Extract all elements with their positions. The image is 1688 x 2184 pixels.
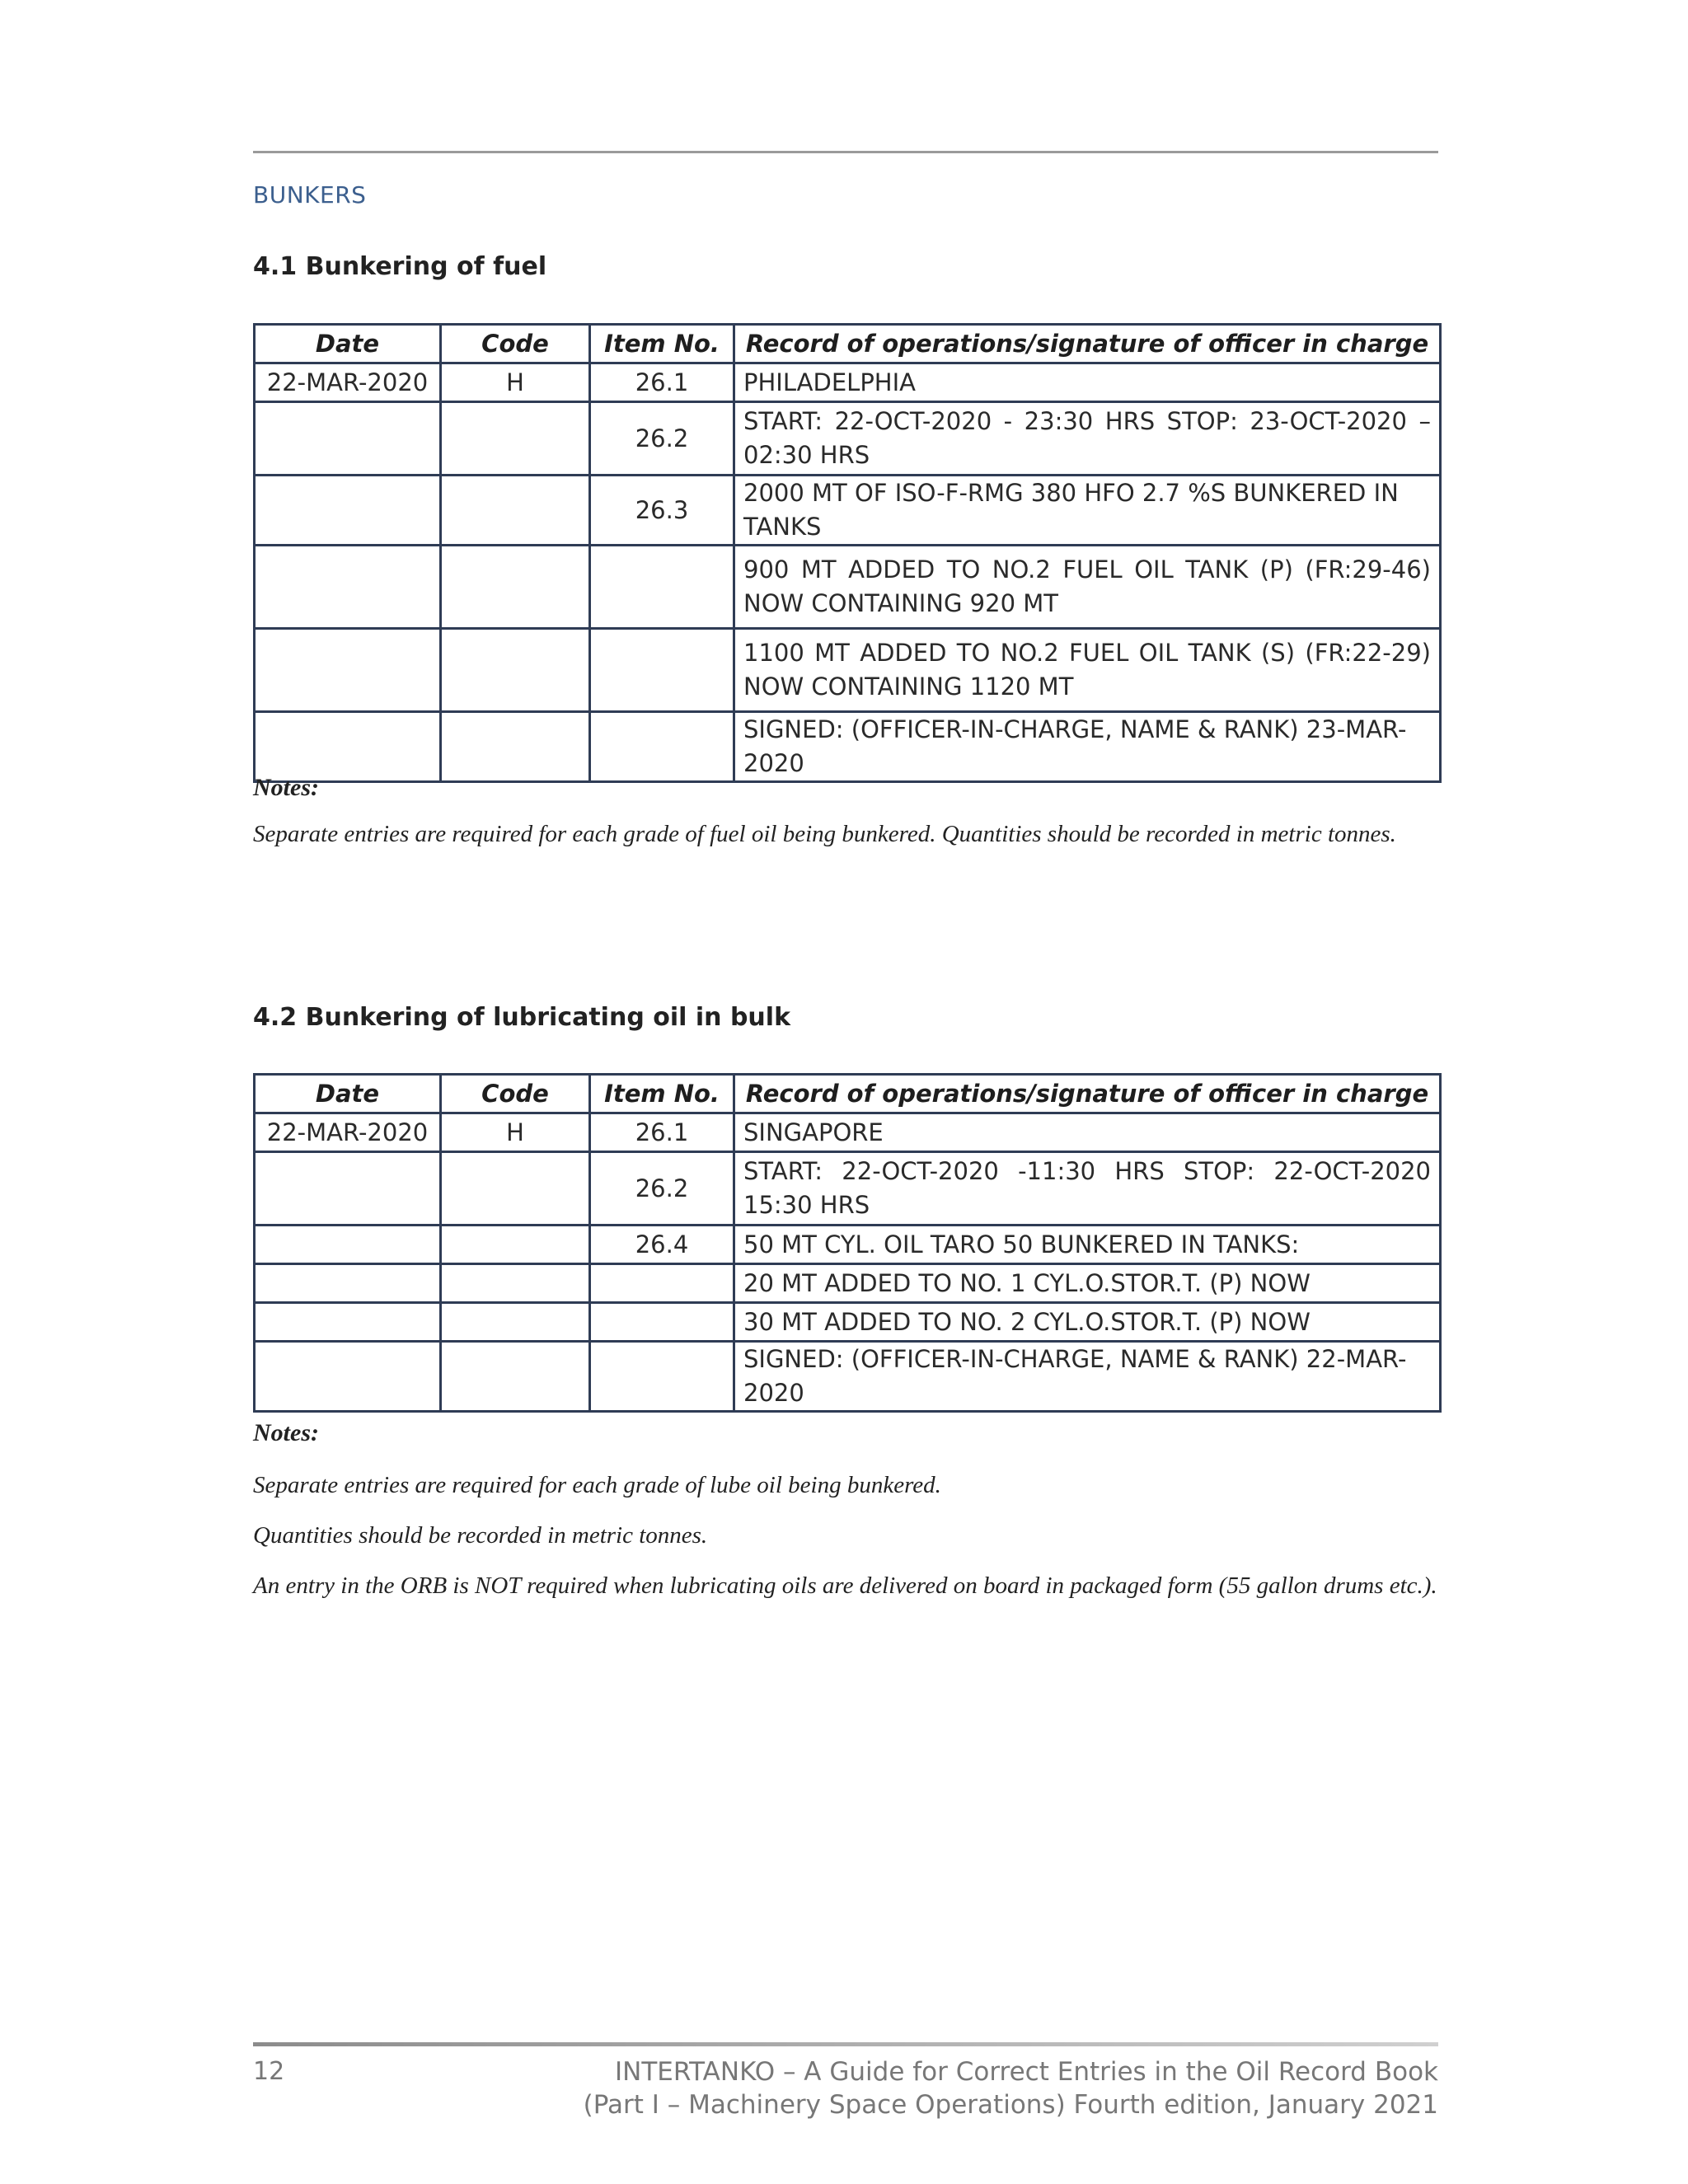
cell-date [255,629,441,712]
cell-date [255,712,441,782]
footer-line-2: (Part I – Machinery Space Operations) Fourth edition, January 2021 [583,2090,1438,2120]
cell-code [441,402,590,476]
table-row [255,476,1441,546]
column-header-date: Date [255,1075,441,1113]
cell-code [441,1226,590,1264]
cell-code [441,629,590,712]
cell-record: SIGNED: (OFFICER-IN-CHARGE, NAME & RANK) 23-MAR-2020 [734,712,1441,782]
cell-record: START: 22-OCT-2020 - 23:30 HRS STOP: 23-OCT-2020 – 02:30 HRS [734,402,1441,476]
cell-record: START: 22-OCT-2020 -11:30 HRS STOP: 22-OCT-2020 15:30 HRS [734,1152,1441,1226]
cell-date: 22-MAR-2020 [255,1113,441,1152]
cell-record: 30 MT ADDED TO NO. 2 CYL.O.STOR.T. (P) NOW [734,1303,1441,1342]
cell-item-no [590,629,734,712]
table-header-row [255,325,1441,363]
cell-record: PHILADELPHIA [734,363,1441,402]
cell-code: H [441,363,590,402]
table-row [255,1113,1441,1152]
cell-record: 1100 MT ADDED TO NO.2 FUEL OIL TANK (S) (FR:22-29) NOW CONTAINING 1120 MT [734,629,1441,712]
cell-date [255,546,441,629]
cell-record: SIGNED: (OFFICER-IN-CHARGE, NAME & RANK) 22-MAR-2020 [734,1342,1441,1412]
cell-date [255,1264,441,1303]
cell-item-no [590,1303,734,1342]
section-heading-fuel: 4.1 Bunkering of fuel [253,252,547,281]
section-label: BUNKERS [253,181,367,209]
footer-rule [253,2042,1438,2046]
section-heading-lube: 4.2 Bunkering of lubricating oil in bulk [253,1003,791,1032]
column-header-item-no: Item No. [590,1075,734,1113]
cell-date [255,1152,441,1226]
note-text: Separate entries are required for each grade of lube oil being bunkered. [253,1472,941,1498]
table-row [255,712,1441,782]
column-header-record: Record of operations/signature of officer in charge [734,325,1441,363]
table-row [255,363,1441,402]
cell-date [255,1303,441,1342]
note-text: Separate entries are required for each grade of fuel oil being bunkered. Quantities should be recorded in metric tonnes. [253,821,1396,847]
top-rule [253,151,1438,153]
cell-code [441,1342,590,1412]
cell-record: 20 MT ADDED TO NO. 1 CYL.O.STOR.T. (P) NOW [734,1264,1441,1303]
column-header-date: Date [255,325,441,363]
cell-date: 22-MAR-2020 [255,363,441,402]
cell-item-no: 26.1 [590,363,734,402]
notes-title: Notes: [253,774,319,801]
cell-item-no: 26.1 [590,1113,734,1152]
table-row [255,1342,1441,1412]
cell-code [441,712,590,782]
cell-item-no [590,1264,734,1303]
table-header-row [255,1075,1441,1113]
cell-item-no: 26.4 [590,1226,734,1264]
lube-bunkering-table [253,1073,1442,1413]
cell-date [255,476,441,546]
column-header-item-no: Item No. [590,325,734,363]
column-header-record: Record of operations/signature of officer in charge [734,1075,1441,1113]
cell-code [441,546,590,629]
cell-record: 2000 MT OF ISO-F-RMG 380 HFO 2.7 %S BUNKERED IN TANKS [734,476,1441,546]
cell-item-no [590,1342,734,1412]
cell-date [255,1342,441,1412]
cell-code [441,1264,590,1303]
table-row [255,402,1441,476]
cell-item-no: 26.2 [590,402,734,476]
note-text: An entry in the ORB is NOT required when lubricating oils are delivered on board in packaged form (55 gallon drums etc.). [253,1572,1437,1599]
cell-record: 900 MT ADDED TO NO.2 FUEL OIL TANK (P) (FR:29-46) NOW CONTAINING 920 MT [734,546,1441,629]
cell-record: SINGAPORE [734,1113,1441,1152]
table-row [255,1226,1441,1264]
cell-item-no [590,546,734,629]
table-row [255,546,1441,629]
page-number: 12 [253,2057,285,2086]
fuel-bunkering-table [253,323,1442,783]
footer-citation [584,2055,1438,2121]
footer-line-1: INTERTANKO – A Guide for Correct Entries in the Oil Record Book [615,2057,1438,2087]
column-header-code: Code [441,325,590,363]
cell-item-no: 26.3 [590,476,734,546]
cell-date [255,1226,441,1264]
cell-date [255,402,441,476]
cell-code [441,476,590,546]
notes-title: Notes: [253,1419,319,1446]
cell-record: 50 MT CYL. OIL TARO 50 BUNKERED IN TANKS: [734,1226,1441,1264]
note-text: Quantities should be recorded in metric tonnes. [253,1522,708,1549]
cell-item-no [590,712,734,782]
cell-code [441,1303,590,1342]
cell-item-no: 26.2 [590,1152,734,1226]
table-row [255,1303,1441,1342]
cell-code: H [441,1113,590,1152]
column-header-code: Code [441,1075,590,1113]
table-row [255,1152,1441,1226]
cell-code [441,1152,590,1226]
table-row [255,1264,1441,1303]
table-row [255,629,1441,712]
